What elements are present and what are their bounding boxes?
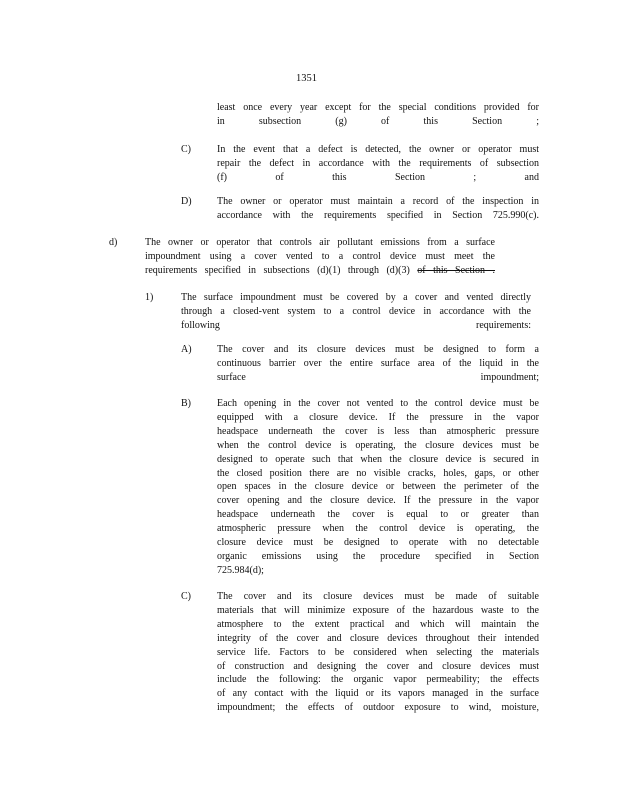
text-line: accordance with the requirements specified in Section 725.990(c). [217,209,539,221]
text-line: of any contact with the liquid or its vapors managed in the surface [217,688,539,700]
text-line: through a closed-vent system to a control device in accordance with the [181,305,531,317]
item-label-a: A) [181,344,192,355]
text-line: when the control device is operating, the closure devices must be [217,439,539,451]
item-text-a [217,343,539,385]
text-line: equipped with a closure device. If the pressure in the vapor [217,411,539,423]
text-line-with-strike [145,264,495,278]
text-line: least once every year except for the special conditions provided for [217,102,539,113]
text-line: The owner or operator must maintain a record of the inspection in [217,196,539,207]
text-line: integrity of the cover and closure devices throughout their intended [217,632,539,644]
text-line: designed to operate such that when the closure device is secured in [217,453,539,465]
text-line: following requirements: [181,319,531,331]
page-number: 1351 [296,73,317,84]
text-line: repair the defect in accordance with the requirements of subsection [217,157,539,169]
item-text-d-top [217,195,539,223]
text-line: atmospheric pressure when the control device is operating, the [217,523,539,535]
text-line: surface impoundment; [217,371,539,383]
text-line: in subsection (g) of this Section ; [217,115,539,127]
text-line: impoundment using a cover vented to a control device must meet the [145,250,495,262]
item-text-c-top [217,143,539,185]
text-line: closure device must be designed to operate with no detectable [217,537,539,549]
subsection-text-d [145,236,495,278]
text-line: cover opening and the closure device. If the pressure in the vapor [217,495,539,507]
text-line: the closed position there are no visible cracks, holes, gaps, or other [217,467,539,479]
paragraph-label-1: 1) [145,292,154,303]
struck-text: of this Section . [417,264,496,276]
continuation-text [217,101,539,129]
paragraph-text-1 [181,291,531,333]
item-text-b [217,397,539,578]
text-line: organic emissions using the procedure specified in Section [217,550,539,562]
text-line: open spaces in the closure device or between the perimeter of the [217,481,539,493]
text-line: of construction and designing the cover and closure devices must [217,660,539,672]
text-line: headspace underneath the cover is less than atmospheric pressure [217,425,539,437]
text-line: service life. Factors to be considered when selecting the materials [217,646,539,658]
text-line: The surface impoundment must be covered by a cover and vented directly [181,292,531,303]
text-line: materials that will minimize exposure of the hazardous waste to the [217,604,539,616]
text-line: headspace underneath the cover is equal to or greater than [217,509,539,521]
text-line: The cover and its closure devices must be made of suitable [217,591,539,602]
text-line: atmosphere to the extent practical and which will maintain the [217,618,539,630]
text-line: In the event that a defect is detected, the owner or operator must [217,144,539,155]
text-line: Each opening in the cover not vented to the control device must be [217,398,539,409]
item-label-d-top: D) [181,196,192,207]
item-label-c-bottom: C) [181,591,191,602]
text-line: (f) of this Section ; and [217,171,539,183]
text-line: The owner or operator that controls air pollutant emissions from a surface [145,237,495,248]
text-line: impoundment; the effects of outdoor exposure to wind, moisture, [217,702,539,714]
text-line: continuous barrier over the entire surface area of the liquid in the [217,357,539,369]
text-line: 725.984(d); [217,564,264,576]
item-text-c-bottom [217,590,539,715]
text-line: The cover and its closure devices must be designed to form a [217,344,539,355]
subsection-label-d: d) [109,237,118,248]
item-label-b: B) [181,398,191,409]
requirements-text: requirements specified in subsections (d)(1) through (d)(3) [145,264,410,276]
text-line: include the following: the organic vapor permeability; the effects [217,674,539,686]
item-label-c-top: C) [181,144,191,155]
